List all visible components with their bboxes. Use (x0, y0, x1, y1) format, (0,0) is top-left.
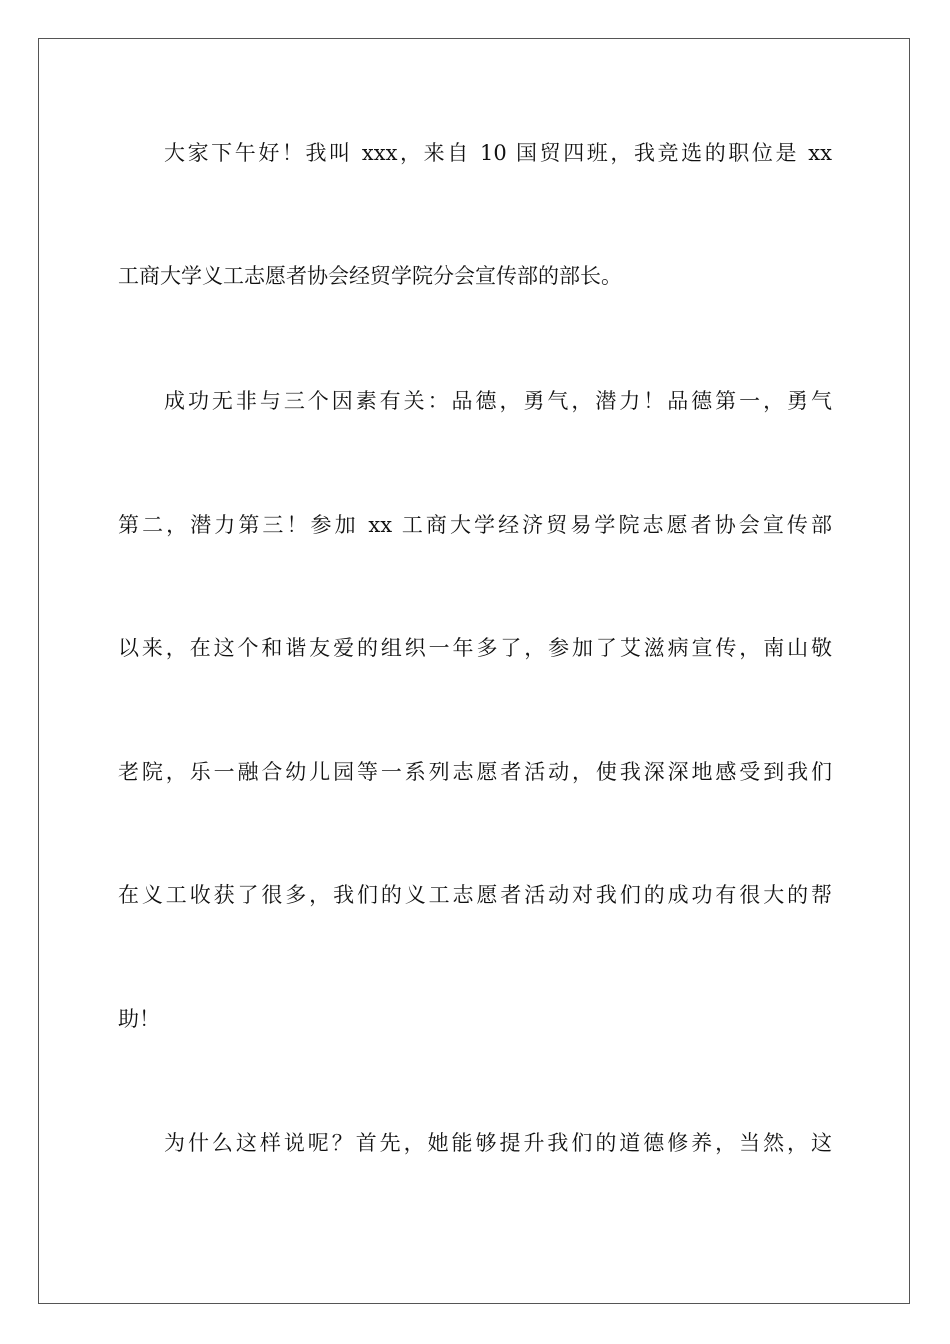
paragraph-2-line-3: 以来，在这个和谐友爱的组织一年多了，参加了艾滋病宣传，南山敬 (118, 636, 832, 660)
paragraph-2-line-6: 助！ (118, 1007, 160, 1031)
paragraph-2-line-5: 在义工收获了很多，我们的义工志愿者活动对我们的成功有很大的帮 (118, 883, 832, 907)
paragraph-1-line-2: 工商大学义工志愿者协会经贸学院分会宣传部的部长。 (118, 264, 622, 288)
page-frame (38, 38, 910, 1304)
paragraph-1-line-1: 大家下午好！我叫 xxx，来自 10 国贸四班，我竞选的职位是 xx (164, 141, 832, 165)
paragraph-2-line-2: 第二，潜力第三！参加 xx 工商大学经济贸易学院志愿者协会宣传部 (118, 513, 832, 537)
paragraph-2-line-4: 老院，乐一融合幼儿园等一系列志愿者活动，使我深深地感受到我们 (118, 760, 832, 784)
paragraph-2-line-1: 成功无非与三个因素有关：品德，勇气，潜力！品德第一，勇气 (164, 389, 832, 413)
paragraph-3-line-1: 为什么这样说呢？首先，她能够提升我们的道德修养，当然，这 (164, 1131, 832, 1155)
